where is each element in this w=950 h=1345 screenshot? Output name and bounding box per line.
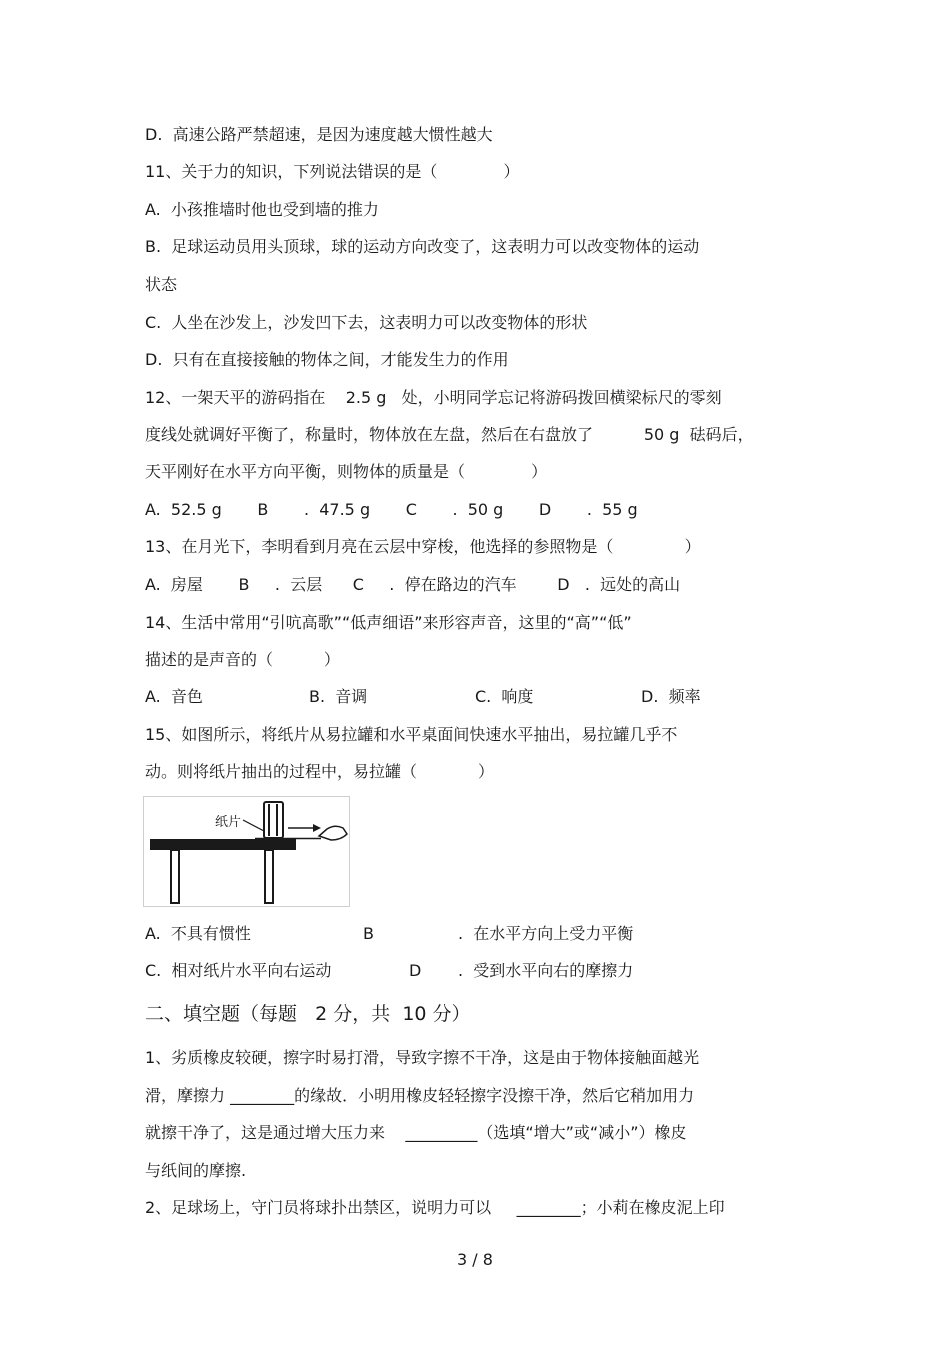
fill1-line2: 滑，摩擦力 ________的缘故．小明用橡皮轻轻擦字没擦干净，然后它稍加用力 (145, 1086, 695, 1105)
section2-title: 二、填空题（每题 2 分，共 10 分） (145, 1003, 471, 1025)
can (264, 802, 283, 838)
fill1-line4: 与纸间的摩擦. (145, 1161, 247, 1180)
q12-stem-line2: 度线处就调好平衡了，称量时，物体放在左盘，然后在右盘放了 50 g 砝码后， (145, 425, 754, 444)
q12-stem-line1: 12、一架天平的游码指在 2.5 g 处，小明同学忘记将游码拨回横梁标尺的零刻 (145, 388, 722, 407)
q11-option-c: C. 人坐在沙发上，沙发凹下去，这表明力可以改变物体的形状 (145, 313, 588, 332)
q14-stem-line2: 描述的是声音的（ ） (145, 650, 340, 669)
q15-figure (143, 796, 350, 907)
q13-options: A. 房屋 B . 云层 C . 停在路边的汽车 D . 远处的高山 (145, 575, 681, 594)
q11-option-a: A. 小孩推墙时他也受到墙的推力 (145, 200, 379, 219)
table-top (150, 839, 296, 850)
q12-stem-line3: 天平刚好在水平方向平衡，则物体的质量是（ ） (145, 462, 548, 481)
q14-stem-line1: 14、生活中常用“引吭高歌”“低声细语”来形容声音，这里的“高”“低” (145, 613, 632, 632)
q14-option-c: C. 响度 (475, 687, 534, 706)
table-leg-left (171, 850, 179, 903)
q15-option-a: A. 不具有惯性 (145, 924, 251, 943)
q11-option-d: D. 只有在直接接触的物体之间，才能发生力的作用 (145, 350, 509, 369)
q11-stem: 11、关于力的知识，下列说法错误的是（ ） (145, 162, 520, 181)
q13-stem: 13、在月光下，李明看到月亮在云层中穿梭，他选择的参照物是（ ） (145, 537, 701, 556)
fill1-line1: 1、劣质橡皮较硬，擦字时易打滑，导致字擦不干净，这是由于物体接触面越光 (145, 1048, 700, 1067)
q15-stem-line2: 动。则将纸片抽出的过程中，易拉罐（ ） (145, 762, 495, 781)
figure-label: 纸片 (215, 815, 242, 830)
q15-stem-line1: 15、如图所示，将纸片从易拉罐和水平桌面间快速水平抽出，易拉罐几乎不 (145, 725, 678, 744)
q15-option-c: C. 相对纸片水平向右运动 (145, 961, 332, 980)
q14-option-b: B. 音调 (309, 687, 368, 706)
page-number: 3 / 8 (457, 1250, 493, 1269)
q15-option-d-letter: D (409, 961, 422, 980)
q11-option-b-line2: 状态 (145, 275, 178, 294)
fill2-line1: 2、足球场上，守门员将球扑出禁区，说明力可以 ________；小莉在橡皮泥上印 (145, 1198, 725, 1217)
q12-options: A. 52.5 g B . 47.5 g C . 50 g D . 55 g (145, 500, 638, 519)
q15-option-b-text: . 在水平方向上受力平衡 (458, 924, 634, 943)
table-leg-right (265, 850, 273, 903)
q11-option-b-line1: B. 足球运动员用头顶球，球的运动方向改变了，这表明力可以改变物体的运动 (145, 237, 700, 256)
q14-option-a: A. 音色 (145, 687, 203, 706)
q10-option-d: D. 高速公路严禁超速，是因为速度越大惯性越大 (145, 125, 493, 144)
q14-option-d: D. 频率 (641, 687, 701, 706)
q15-option-d-text: . 受到水平向右的摩擦力 (458, 961, 634, 980)
fill1-line3: 就擦干净了，这是通过增大压力来 _________（选填“增大”或“减小”）橡皮 (145, 1123, 687, 1142)
q15-option-b-letter: B (363, 924, 374, 943)
